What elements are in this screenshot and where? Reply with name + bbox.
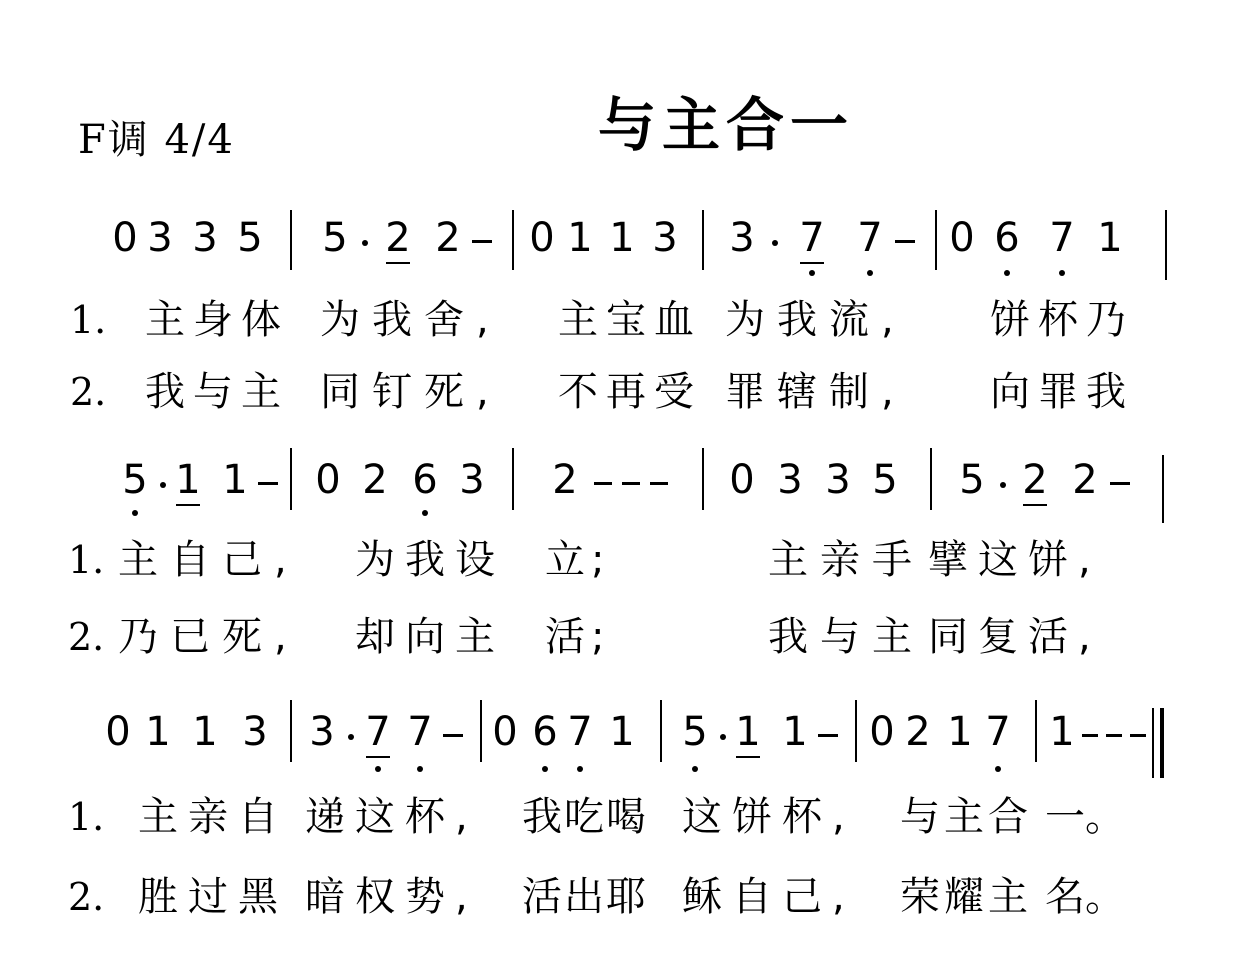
lyric-segment: 饼杯乃 [990,297,1134,343]
note: 0 [112,215,138,261]
barline [702,448,704,510]
note: 3 [147,215,173,261]
dash [895,240,915,243]
lyric-segment: 主亲手 [768,537,924,583]
underline [366,756,390,758]
note: 6 [532,709,558,755]
note: 7 [365,709,391,755]
note: 2 [362,457,388,503]
note: 7 [799,215,825,261]
note: 7 [857,215,883,261]
augmentation-dot [772,240,778,246]
lyric-segment: 不再受 [558,369,702,415]
low-octave-dot [577,766,583,772]
low-octave-dot [422,510,428,516]
low-octave-dot [809,270,815,276]
underline [736,756,760,758]
dash [818,734,838,737]
lyric-segment: 为我设 [355,537,505,583]
lyric-segment: 乃已死, [118,614,299,660]
lyric-segment: 我与主 [145,369,289,415]
barline [855,700,857,762]
note: 5 [959,457,985,503]
note: 0 [315,457,341,503]
low-octave-dot [867,270,873,276]
note: 2 [1072,457,1098,503]
note: 1 [145,709,171,755]
lyric-segment: 与主合 [900,794,1032,840]
barline [1162,455,1164,523]
note: 1 [222,457,248,503]
lyric-segment: 为我舍, [320,297,501,343]
lyric-segment: 立; [545,537,611,583]
low-octave-dot [995,766,1001,772]
note: 2 [385,215,411,261]
final-barline-thin [1152,708,1154,778]
note: 1 [609,709,635,755]
note: 5 [237,215,263,261]
underline [800,262,824,264]
note: 1 [947,709,973,755]
note: 2 [905,709,931,755]
dash [622,482,640,485]
note: 0 [949,215,975,261]
dash [594,482,612,485]
underline [386,262,410,264]
lyric-segment: 却向主 [355,614,505,660]
lyric-segment: 主自己, [118,537,299,583]
key-signature: F调 4/4 [78,117,235,163]
lyric-segment: 擘这饼, [928,537,1101,583]
dash [443,734,463,737]
note: 1 [609,215,635,261]
note: 1 [1049,709,1075,755]
note: 7 [407,709,433,755]
lyric-segment: 活出耶 [522,874,648,920]
note: 6 [412,457,438,503]
note: 6 [994,215,1020,261]
lyric-segment: 稣自己, [682,874,855,920]
barline [702,210,704,270]
verse-number: 2. [68,615,105,659]
dash [1082,734,1098,737]
low-octave-dot [542,766,548,772]
verse-number: 1. [68,795,105,839]
note: 0 [869,709,895,755]
note: 7 [1049,215,1075,261]
barline [290,210,292,270]
note: 0 [492,709,518,755]
verse-number: 2. [70,370,107,414]
lyric-segment: 名。 [1045,874,1125,920]
barline [480,700,482,762]
note: 7 [567,709,593,755]
note: 1 [782,709,808,755]
dash [650,482,668,485]
note: 5 [682,709,708,755]
underline [176,504,200,506]
note: 0 [529,215,555,261]
lyric-segment: 罪辖制, [725,369,906,415]
barline [930,448,932,510]
note: 3 [192,215,218,261]
lyric-segment: 同复活, [928,614,1101,660]
dash [1110,482,1130,485]
lyric-segment: 一。 [1045,794,1125,840]
dash [1130,734,1146,737]
barline [1165,210,1167,280]
note: 7 [985,709,1011,755]
note: 3 [825,457,851,503]
underline [1023,504,1047,506]
note: 3 [777,457,803,503]
augmentation-dot [720,734,726,740]
song-title: 与主合一 [598,91,855,159]
lyric-segment: 为我流, [725,297,906,343]
final-barline-thick [1160,708,1164,778]
verse-number: 2. [68,875,105,919]
low-octave-dot [375,766,381,772]
verse-number: 1. [68,538,105,582]
dash [1106,734,1122,737]
note: 3 [309,709,335,755]
note: 1 [1097,215,1123,261]
lyric-segment: 主身体 [145,297,289,343]
barline [1035,700,1037,762]
note: 2 [552,457,578,503]
verse-number: 1. [70,298,107,342]
note: 1 [175,457,201,503]
lyric-segment: 这饼杯, [682,794,855,840]
note: 5 [122,457,148,503]
low-octave-dot [132,510,138,516]
note: 3 [242,709,268,755]
note: 0 [105,709,131,755]
note: 1 [567,215,593,261]
barline [290,700,292,762]
low-octave-dot [692,766,698,772]
lyric-segment: 活; [545,614,611,660]
augmentation-dot [160,482,166,488]
lyric-segment: 向罪我 [990,369,1134,415]
lyric-segment: 荣耀主 [900,874,1032,920]
note: 0 [729,457,755,503]
low-octave-dot [1004,270,1010,276]
augmentation-dot [1000,482,1006,488]
lyric-segment: 同钉死, [320,369,501,415]
barline [512,210,514,270]
note: 1 [192,709,218,755]
lyric-segment: 我吃喝 [522,794,648,840]
barline [660,700,662,762]
note: 3 [652,215,678,261]
dash [472,240,492,243]
note: 2 [1022,457,1048,503]
lyric-segment: 胜过黑 [138,874,288,920]
lyric-segment: 我与主 [768,614,924,660]
low-octave-dot [417,766,423,772]
barline [290,448,292,510]
lyric-segment: 递这杯, [305,794,478,840]
note: 5 [872,457,898,503]
note: 2 [435,215,461,261]
augmentation-dot [362,240,368,246]
low-octave-dot [1059,270,1065,276]
lyric-segment: 主宝血 [558,297,702,343]
note: 3 [729,215,755,261]
barline [512,448,514,510]
note: 1 [735,709,761,755]
lyric-segment: 暗权势, [305,874,478,920]
augmentation-dot [348,734,354,740]
note: 3 [459,457,485,503]
lyric-segment: 主亲自 [138,794,288,840]
barline [935,210,937,270]
dash [258,482,278,485]
note: 5 [322,215,348,261]
